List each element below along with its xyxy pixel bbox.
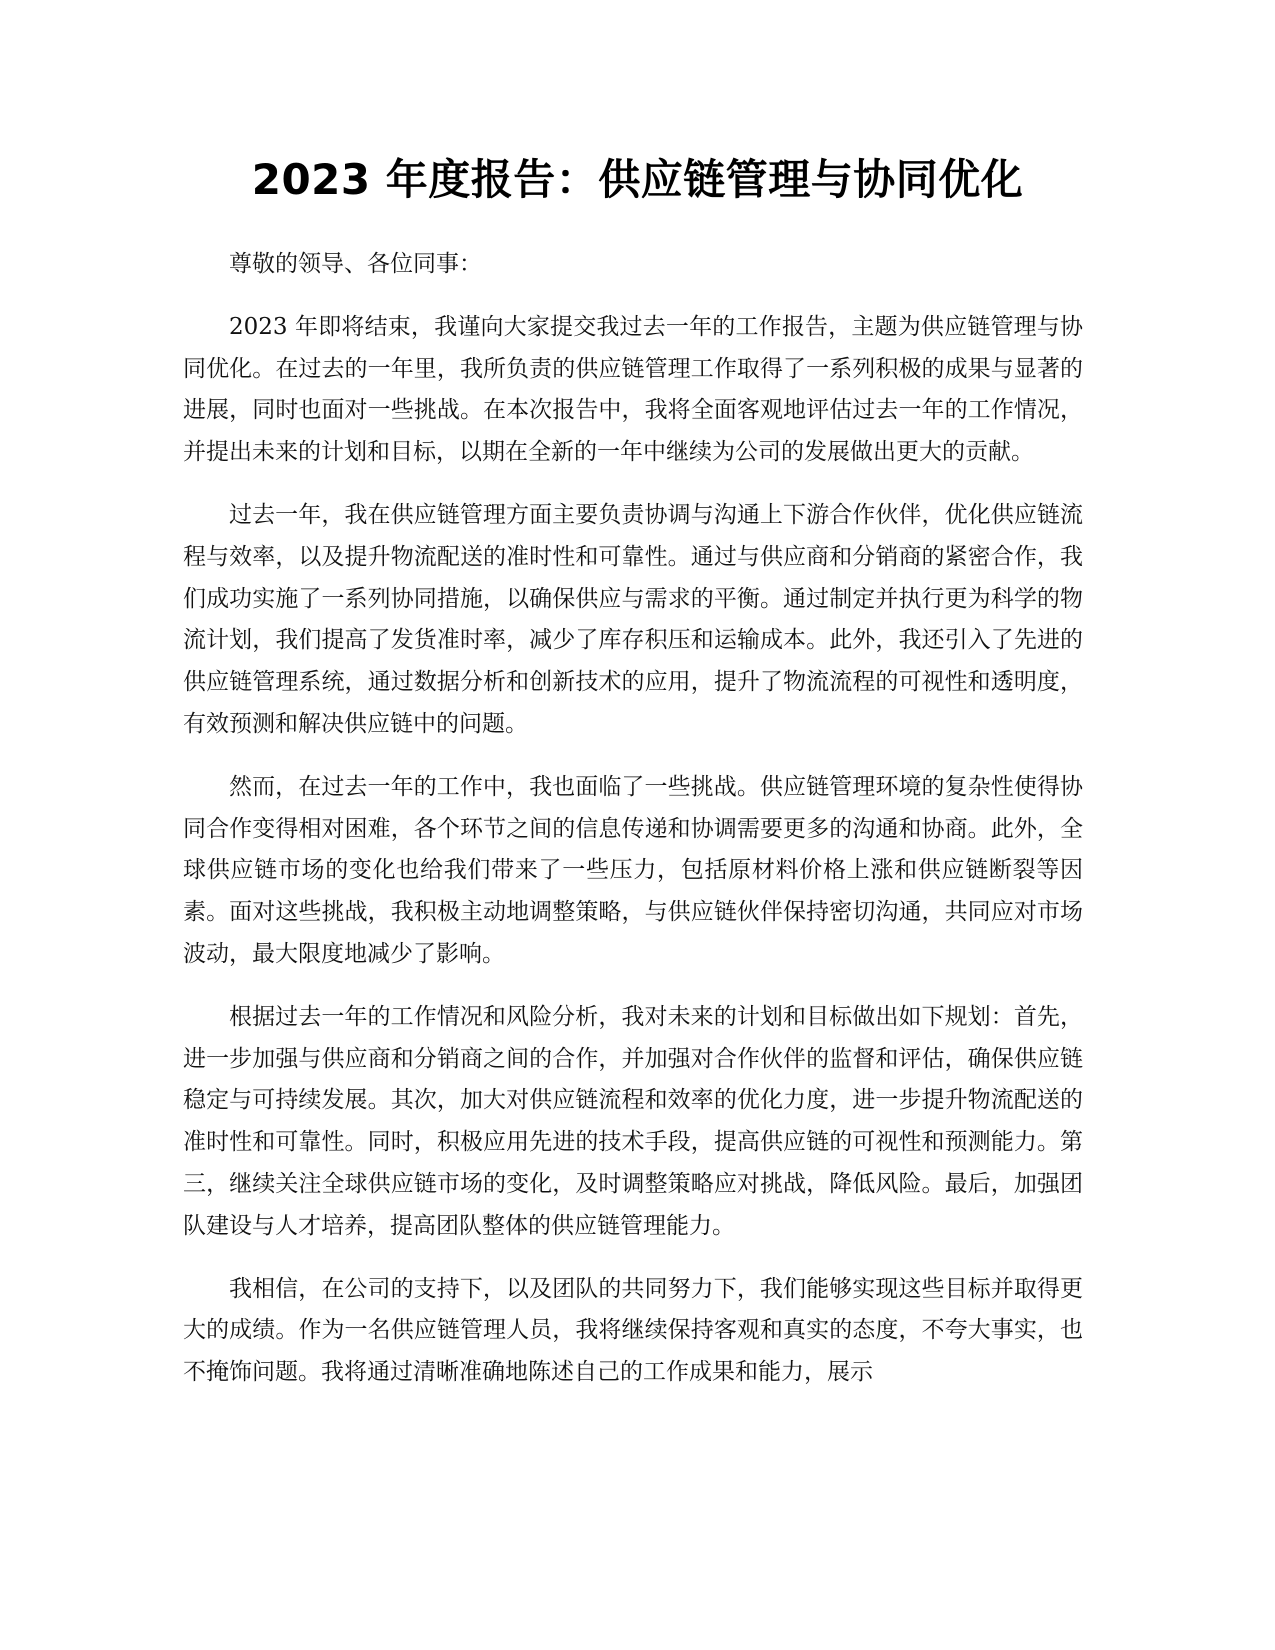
challenges-paragraph: 然而，在过去一年的工作中，我也面临了一些挑战。供应链管理环境的复杂性使得协同合作变得相对困难，各个环节之间的信息传递和协调需要更多的沟通和协商。此外，全球供应链市场的变化也给我们带来了一些压力，包括原材料价格上涨和供应链断裂等因素。面对这些挑战，我积极主动地调整策略，与供应链伙伴保持密切沟通，共同应对市场波动，最大限度地减少了影响。: [183, 773, 1083, 967]
achievements-paragraph: 过去一年，我在供应链管理方面主要负责协调与沟通上下游合作伙伴，优化供应链流程与效率，以及提升物流配送的准时性和可靠性。通过与供应商和分销商的紧密合作，我们成功实施了一系列协同措施，以确保供应与需求的平衡。通过制定并执行更为科学的物流计划，我们提高了发货准时率，减少了库存积压和运输成本。此外，我还引入了先进的供应链管理系统，通过数据分析和创新技术的应用，提升了物流流程的可视性和透明度，有效预测和解决供应链中的问题。: [183, 501, 1083, 737]
intro-paragraph: 2023 年即将结束，我谨向大家提交我过去一年的工作报告，主题为供应链管理与协同优化。在过去的一年里，我所负责的供应链管理工作取得了一系列积极的成果与显著的进展，同时也面对一些挑战。在本次报告中，我将全面客观地评估过去一年的工作情况，并提出未来的计划和目标，以期在全新的一年中继续为公司的发展做出更大的贡献。: [183, 313, 1083, 466]
plans-paragraph: 根据过去一年的工作情况和风险分析，我对未来的计划和目标做出如下规划：首先，进一步加强与供应商和分销商之间的合作，并加强对合作伙伴的监督和评估，确保供应链稳定与可持续发展。其次，加大对供应链流程和效率的优化力度，进一步提升物流配送的准时性和可靠性。同时，积极应用先进的技术手段，提高供应链的可视性和预测能力。第三，继续关注全球供应链市场的变化，及时调整策略应对挑战，降低风险。最后，加强团队建设与人才培养，提高团队整体的供应链管理能力。: [183, 1003, 1083, 1239]
document-title: 2023 年度报告：供应链管理与协同优化: [251, 155, 1024, 204]
salutation-paragraph: 尊敬的领导、各位同事：: [229, 251, 482, 277]
document-body: [183, 244, 1083, 1415]
closing-paragraph: 我相信，在公司的支持下，以及团队的共同努力下，我们能够实现这些目标并取得更大的成绩。作为一名供应链管理人员，我将继续保持客观和真实的态度，不夸大事实，也不掩饰问题。我将通过清晰准确地陈述自己的工作成果和能力，展示: [183, 1275, 1083, 1386]
